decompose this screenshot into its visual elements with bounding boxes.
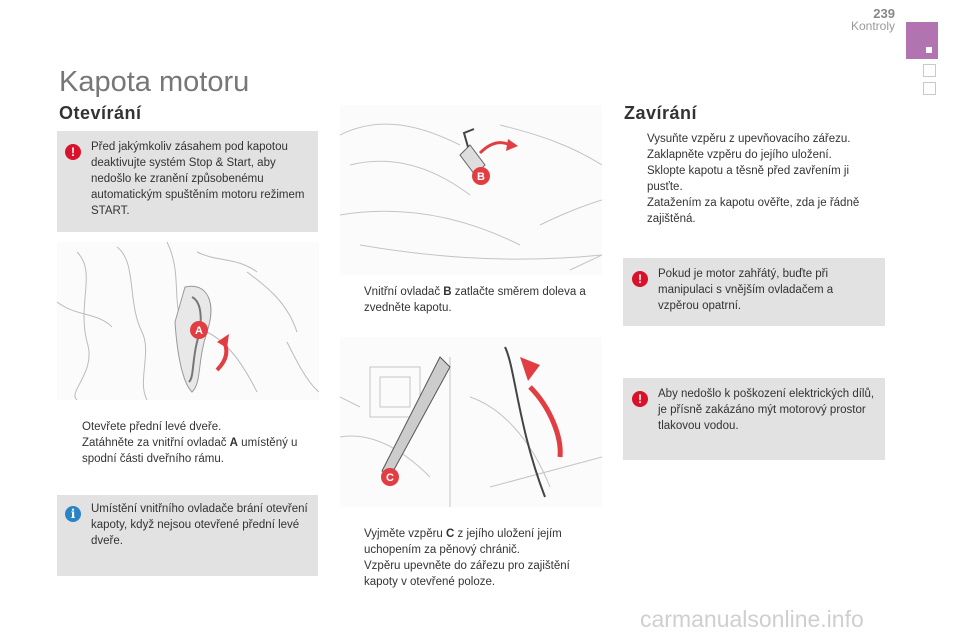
section-tab[interactable] xyxy=(923,82,936,95)
closing-steps xyxy=(625,131,880,227)
closing-heading: Zavírání xyxy=(624,103,698,123)
info-icon: i xyxy=(65,506,81,522)
opening-steps-c xyxy=(342,526,597,590)
warning-icon: ! xyxy=(65,144,81,160)
door-info-text: Umístění vnitřního ovladače brání otevření kapoty, když nejsou otevřené přední levé dveře. xyxy=(91,503,308,547)
section-tab-active[interactable] xyxy=(906,22,938,59)
stop-start-warning-box xyxy=(57,131,318,232)
watermark: carmanualsonline.info xyxy=(640,606,864,632)
tab-marker-icon xyxy=(926,47,932,53)
warning-icon: ! xyxy=(632,271,648,287)
hot-engine-warning-text: Pokud je motor zahřátý, buďte při manipulaci s vnějším ovladačem a vzpěrou opatrní. xyxy=(658,268,834,312)
figure-label-b: B xyxy=(477,171,485,183)
list-item: Zaklapněte vzpěru do jejího uložení. xyxy=(647,149,832,161)
list-item: Otevřete přední levé dveře. xyxy=(82,421,222,433)
opening-heading: Otevírání xyxy=(59,103,142,123)
list-item: Sklopte kapotu a těsně před zavřením ji pusťte. xyxy=(647,165,850,193)
pressure-wash-warning-box xyxy=(623,378,885,460)
pressure-wash-warning-text: Aby nedošlo k poškození elektrických dílů, je přísně zakázáno mýt motorový prostor tlakovou vodou. xyxy=(658,388,875,432)
figure-label-a: A xyxy=(195,325,203,337)
page-title: Kapota motoru xyxy=(59,66,250,98)
list-item: Vyjměte vzpěru C z jejího uložení jejím uchopením za pěnový chránič. xyxy=(364,528,562,556)
hot-engine-warning-box xyxy=(623,258,885,326)
hood-latch-illustration xyxy=(340,105,602,275)
figure-label-c: C xyxy=(386,472,394,484)
list-item: Vysuňte vzpěru z upevňovacího zářezu. xyxy=(647,133,851,145)
list-item: Vnitřní ovladač B zatlačte směrem doleva a zvedněte kapotu. xyxy=(364,286,586,314)
opening-steps-b xyxy=(342,284,597,316)
opening-steps-a xyxy=(60,419,300,467)
door-release-illustration xyxy=(57,242,319,400)
section-tab[interactable] xyxy=(923,64,936,77)
warning-icon: ! xyxy=(632,391,648,407)
list-item: Zatáhněte za vnitřní ovladač A umístěný u spodní části dveřního rámu. xyxy=(82,437,298,465)
page-number: 239 xyxy=(873,6,895,21)
door-info-box xyxy=(57,495,318,576)
hood-prop-illustration xyxy=(340,337,602,507)
list-item: Vzpěru upevněte do zářezu pro zajištění kapoty v otevřené poloze. xyxy=(364,560,570,588)
list-item: Zatažením za kapotu ověřte, zda je řádně zajištěná. xyxy=(647,197,860,225)
stop-start-warning-text: Před jakýmkoliv zásahem pod kapotou deaktivujte systém Stop & Start, aby nedošlo ke zranění způsobenému automatickým spuštěním motoru režimem START. xyxy=(91,141,305,217)
section-title: Kontroly xyxy=(850,19,895,33)
